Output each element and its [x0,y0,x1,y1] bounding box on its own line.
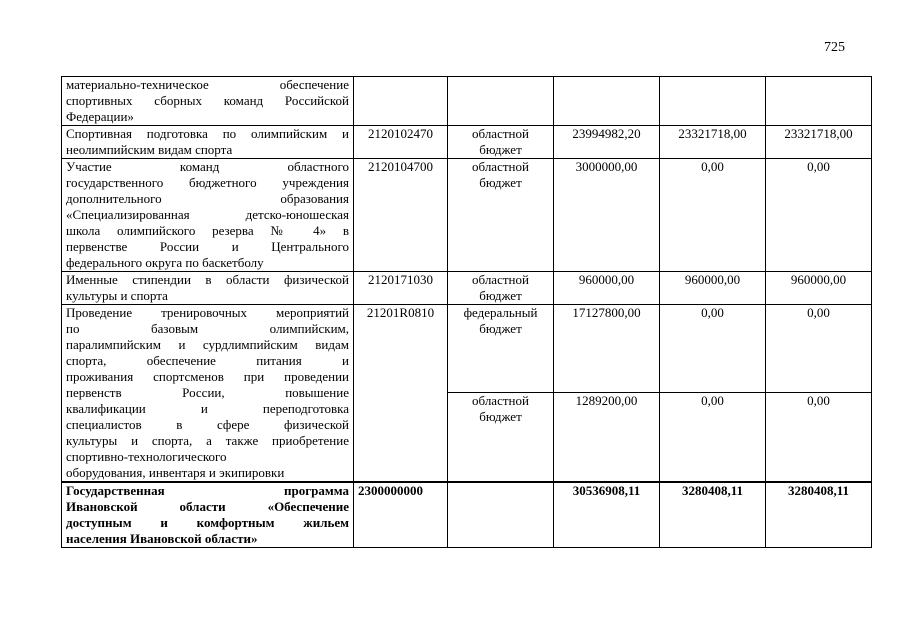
value-cell-3: 960000,00 [766,272,872,305]
budget-source-line: областной [472,272,529,287]
row-name-line: Участие команд областного [66,159,349,174]
budget-source-line: федеральный [463,305,538,320]
table-row [62,159,872,272]
row-name-line: паралимпийским и сурдлимпийским видам [66,337,349,352]
row-name-cell [62,272,354,305]
classification-code-cell: 21201R0810 [354,305,448,483]
row-name-line: школа олимпийского резерва № 4» в [66,223,349,238]
row-name-line: Спортивная подготовка по олимпийским и [66,126,349,141]
row-name-cell [62,159,354,272]
row-name-line: «Специализированная детско-юношеская [66,207,349,222]
table-row [62,126,872,159]
row-name-line: дополнительного образования [66,191,349,206]
row-name-line: материально-техническое обеспечение [66,77,349,92]
row-name-line: специалистов в сфере физической [66,417,349,432]
classification-code-cell [354,77,448,126]
budget-source-cell [448,77,554,126]
budget-source-cell [448,126,554,159]
row-name-line: проживания спортсменов при проведении [66,369,349,384]
table-row [62,305,872,393]
row-name-line: Федерации» [66,109,134,124]
row-name-line: спортивно-технологического [66,449,227,464]
row-name-cell [62,305,354,483]
row-name-line: спортивных сборных команд Российской [66,93,349,108]
value-cell-3: 23321718,00 [766,126,872,159]
budget-source-line: областной [472,126,529,141]
page-number: 725 [824,40,845,55]
value-cell-2: 23321718,00 [660,126,766,159]
table-row [62,77,872,126]
budget-source-cell [448,482,554,548]
classification-code-cell: 2120171030 [354,272,448,305]
value-cell-1: 23994982,20 [554,126,660,159]
row-name-line: культуры и спорта [66,288,168,303]
program-total-row [62,482,872,548]
value-cell-1: 960000,00 [554,272,660,305]
row-name-cell [62,126,354,159]
row-name-line: Проведение тренировочных мероприятий [66,305,349,320]
row-name-line: культуры и спорта, а также приобретение [66,433,349,448]
classification-code-cell: 2300000000 [354,482,448,548]
value-cell-2: 0,00 [660,159,766,272]
value-cell-3: 0,00 [766,159,872,272]
row-name-line: государственного бюджетного учреждения [66,175,349,190]
budget-source-line: бюджет [479,321,522,336]
row-name-line: первенстве России и Центрального [66,239,349,254]
value-cell-3: 3280408,11 [766,482,872,548]
row-name-line: неолимпийским видам спорта [66,142,233,157]
value-cell-3: 0,00 [766,393,872,482]
row-name-line: Ивановской области «Обеспечение [66,499,349,514]
value-cell-1: 30536908,11 [554,482,660,548]
budget-source-cell [448,305,554,393]
budget-source-line: бюджет [479,288,522,303]
budget-source-line: бюджет [479,142,522,157]
row-name-line: населения Ивановской области» [66,531,258,546]
budget-source-line: областной [472,393,529,409]
row-name-line: доступным и комфортным жильем [66,515,349,530]
row-name-line: квалификации и переподготовка [66,401,349,416]
budget-source-line: бюджет [479,409,522,425]
budget-source-line: областной [472,159,529,174]
value-cell-1: 1289200,00 [554,393,660,482]
budget-source-line: бюджет [479,175,522,190]
value-cell-1 [554,77,660,126]
budget-source-cell [448,159,554,272]
row-name-line: федерального округа по баскетболу [66,255,264,270]
value-cell-3: 0,00 [766,305,872,393]
row-name-cell [62,77,354,126]
budget-table [61,76,872,548]
value-cell-1: 17127800,00 [554,305,660,393]
value-cell-2: 0,00 [660,393,766,482]
row-name-line: по базовым олимпийским, [66,321,349,336]
value-cell-2: 3280408,11 [660,482,766,548]
row-name-line: спорта, обеспечение питания и [66,353,349,368]
value-cell-2: 960000,00 [660,272,766,305]
table-row [62,272,872,305]
value-cell-2 [660,77,766,126]
row-name-cell [62,482,354,548]
row-name-line: Именные стипендии в области физической [66,272,349,287]
value-cell-3 [766,77,872,126]
value-cell-1: 3000000,00 [554,159,660,272]
row-name-line: первенств России, повышение [66,385,349,400]
value-cell-2: 0,00 [660,305,766,393]
budget-source-cell [448,272,554,305]
classification-code-cell: 2120104700 [354,159,448,272]
classification-code-cell: 2120102470 [354,126,448,159]
row-name-line: Государственная программа [66,483,349,498]
budget-source-cell [448,393,554,482]
row-name-line: оборудования, инвентаря и экипировки [66,465,285,480]
